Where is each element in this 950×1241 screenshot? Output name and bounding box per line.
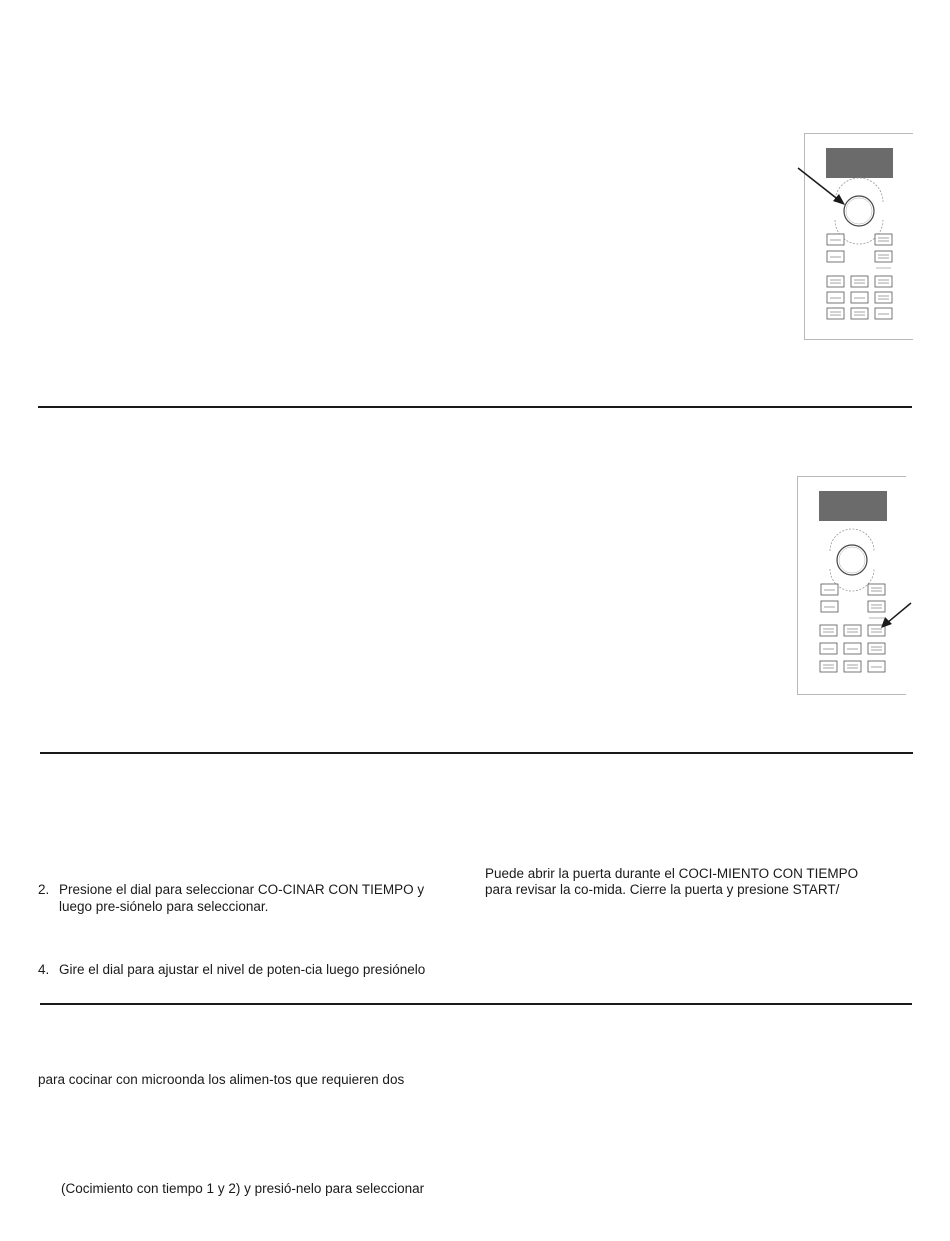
step-line: Presione el dial para seleccionar CO-CINAR CON TIEMPO y [59, 882, 425, 897]
section-divider [40, 1003, 912, 1005]
note-line: Puede abrir la puerta durante el COCI-MIENTO CON TIEMPO [485, 866, 859, 881]
arrow-icon [790, 160, 850, 210]
panel-display [819, 491, 887, 521]
step-number: 2. [38, 882, 50, 897]
step-4 [38, 961, 468, 978]
body-line: (Cocimiento con tiempo 1 y 2) y presió-nelo para seleccionar [61, 1181, 425, 1196]
section-divider [40, 752, 913, 754]
note-line: para revisar la co-mida. Cierre la puerta y presione START/ [485, 882, 840, 897]
dial-icon [837, 545, 867, 575]
body-line: para cocinar con microonda los alimen-tos que requieren dos [38, 1072, 405, 1087]
section-divider [38, 406, 912, 408]
control-panel-diagram-button [797, 476, 906, 695]
step-number: 4. [38, 962, 50, 977]
arrow-icon [875, 598, 915, 634]
step-2 [38, 881, 468, 915]
step-line: luego pre-siónelo para seleccionar. [59, 899, 269, 914]
step-line: Gire el dial para ajustar el nivel de poten-cia luego presiónelo [59, 962, 426, 977]
